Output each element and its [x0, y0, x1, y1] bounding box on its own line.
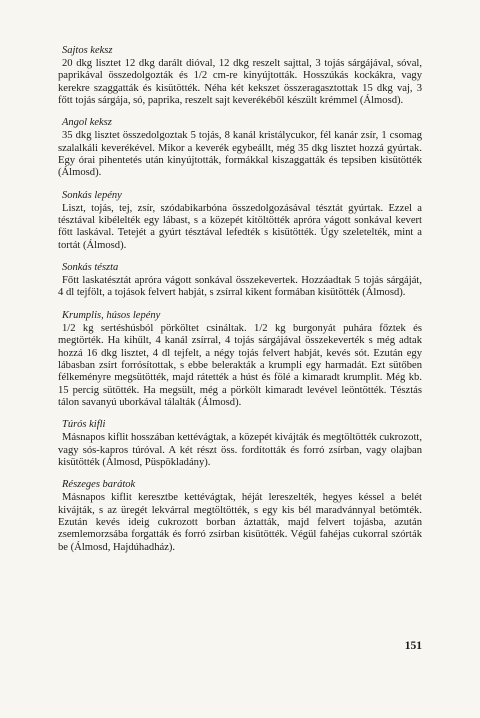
- recipe-sonkas-teszta: [58, 261, 422, 300]
- recipe-krumplis-husos-lepeny: [58, 309, 422, 409]
- recipe-text: Másnapos kiflit hosszában kettévágtak, a közepét kivájták és megtöltötték cukrozott, vagy sós-kapros túróval. A két részt öss. fordították és forró zsírban, vagy olajban kisütötték (Álmosd, Püspökladány).: [58, 432, 422, 468]
- page-number: 151: [404, 640, 422, 652]
- recipe-reszeges-baratok: [58, 478, 422, 554]
- recipe-sajtos-keksz: [58, 44, 422, 107]
- recipe-title: Angol keksz: [62, 117, 112, 129]
- recipe-title: Sonkás lepény: [62, 189, 122, 201]
- recipe-title: Túrós kifli: [62, 419, 106, 431]
- recipe-turos-kifli: [58, 418, 422, 469]
- recipe-text: 35 dkg lisztet összedolgoztak 5 tojás, 8 kanál kristálycukor, fél kanár zsír, 1 csomag szalalkáli keverékével. Mikor a keverék egybeállt, még 35 dkg lisztet hozzá gyúrtak. Egy órai pihentetés után kinyújtották, formákkal kiszaggatták és tepsiben kisütötték (Álmosd).: [58, 130, 422, 179]
- recipe-title: Sonkás tészta: [62, 262, 119, 274]
- recipe-text: Liszt, tojás, tej, zsír, szódabikarbóna összedolgozásával tésztát gyúrtak. Ezzel a tésztával kibélelték egy lábast, s a közepét kitöltötték apróra vágott sonkával kevert főtt laskával. Tetejét a gyúrt tésztával lefedték s kisütötték. Úgy szeletelték, mint a tortát (Álmosd).: [58, 202, 422, 251]
- document-page: [58, 44, 422, 563]
- recipe-title: Sajtos keksz: [62, 45, 113, 56]
- recipe-angol-keksz: [58, 116, 422, 179]
- recipe-text: 20 dkg lisztet 12 dkg darált dióval, 12 dkg reszelt sajttal, 3 tojás sárgájával, sóval, paprikával összedolgozták és 1/2 cm-re kinyújtották. Hosszúkás kockákra, vagy kerekre szaggatták és kisütötték. Néha két kekszet összeragasztottak 15 dkg vaj, 3 főtt tojás sárgája, só, paprika, reszelt sajt keverékéből készült krémmel (Álmosd).: [58, 58, 422, 107]
- recipe-sonkas-lepeny: [58, 189, 422, 252]
- recipe-text: Főtt laskatésztát apróra vágott sonkával összekevertek. Hozzáadtak 5 tojás sárgáját, 4 dl tejfölt, a tojások felvert habját, s zsírral kikent formában kisütötték (Álmosd).: [58, 275, 422, 299]
- recipe-text: 1/2 kg sertéshúsból pörköltet csináltak. 1/2 kg burgonyát puhára főztek és megtörték. Ha kihűlt, 4 kanál zsírral, 4 tojás sárgájával összekeverték s még adtak hozzá 16 dkg lisztet, 4 dl tejfelt, a négy tojás felvert habját, kevés sót. Ezután egy lábasban zsírt forrósítottak, s ebbe belerakták a krumpli egy harmadát. Ezt sütőben félkeményre megsütötték, majd rátették a húst és fölé a kimaradt krumplit. Még kb. 15 percig sütötték. Ha megsült, még a pörkölt kimaradt levével leöntötték. Tésztás tálon savanyú uborkával tálalták (Álmosd).: [58, 322, 422, 408]
- recipe-title: Krumplis, húsos lepény: [62, 309, 161, 321]
- recipe-text: Másnapos kiflit keresztbe kettévágtak, héját lereszelték, hegyes késsel a belét kivájták, s az üregét lekvárral megtöltötték, s egy kis bél maradvánnyal betömték. Ezután kevés ideig cukrozott borban áztatták, majd felvert tojásba, azután zsemlemorzsába forgatták és forró zsírban kisütötték. Végül fahéjas cukorral szórták be (Álmosd, Hajdúhadház).: [58, 492, 422, 553]
- recipe-title: Részeges barátok: [62, 479, 136, 491]
